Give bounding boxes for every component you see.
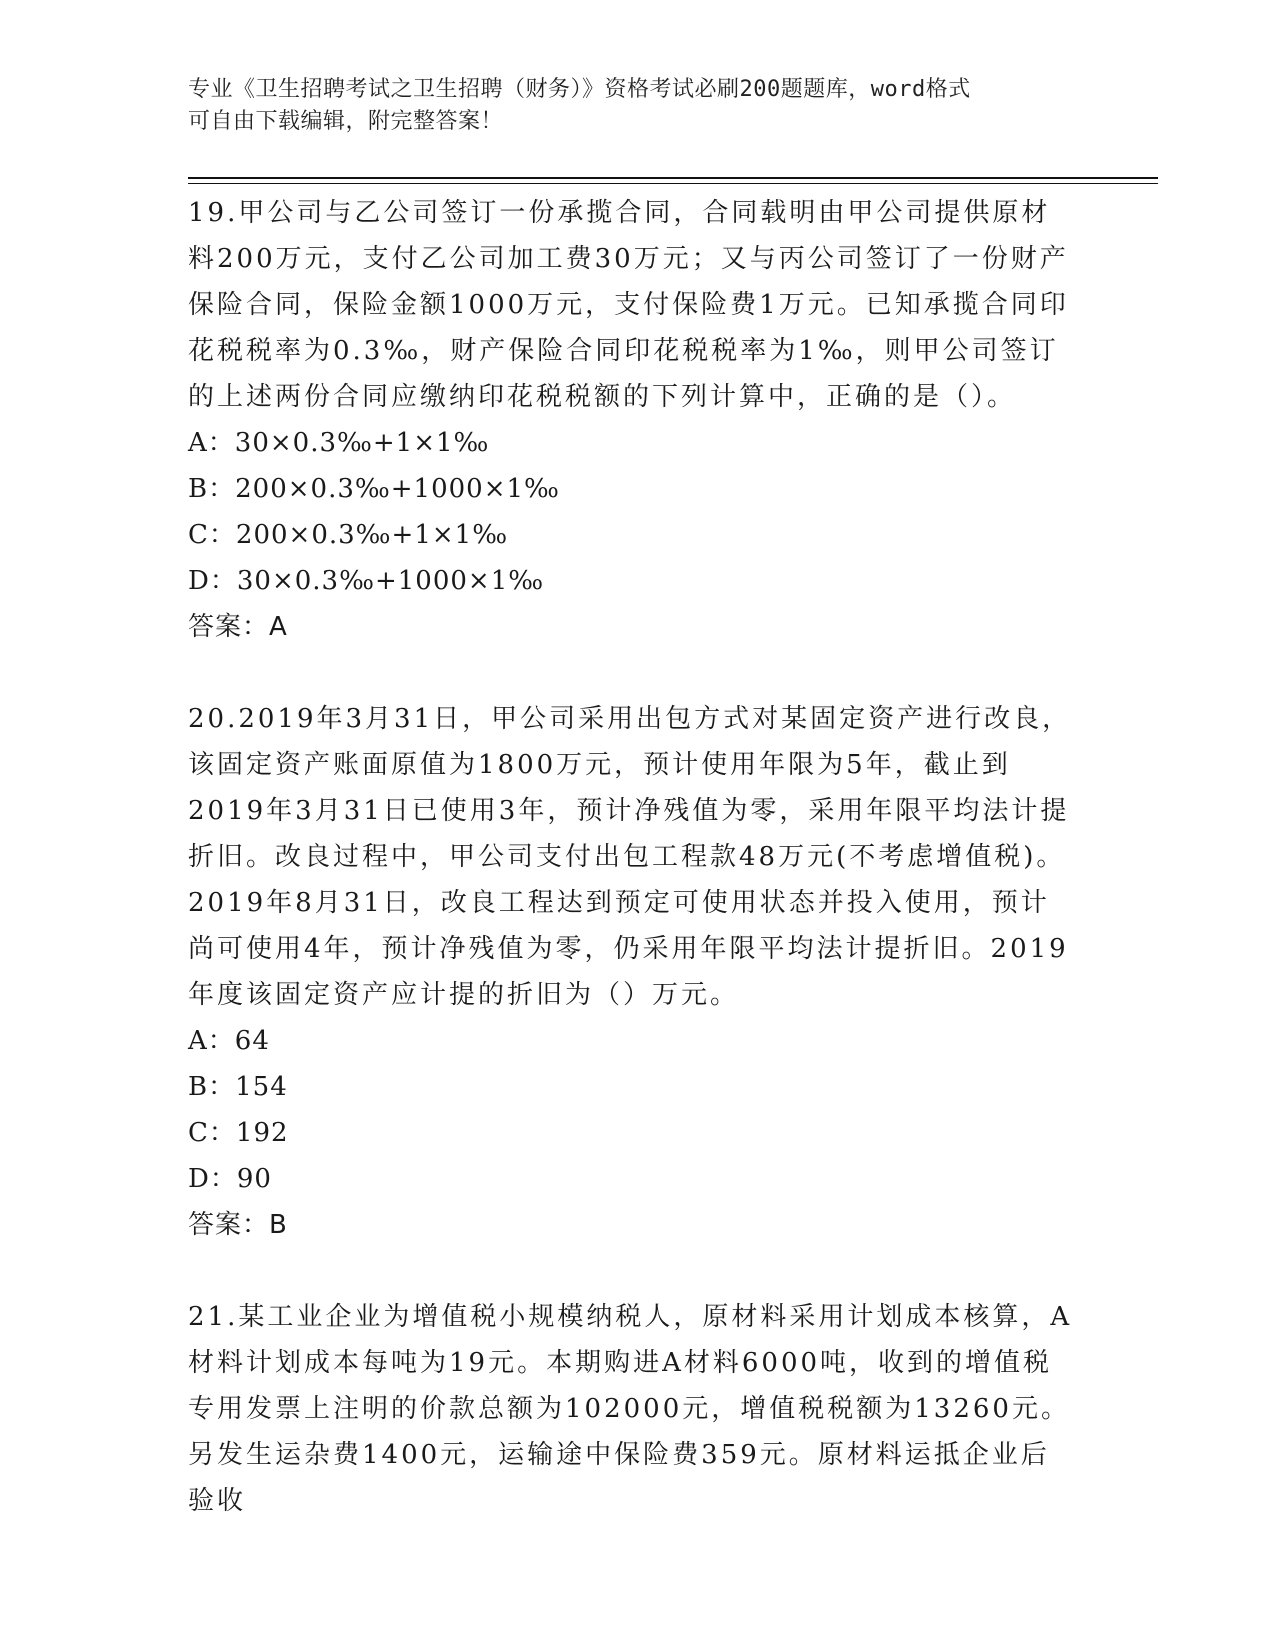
header-divider-thick: [188, 177, 1158, 179]
option-label: B：: [188, 1072, 236, 1102]
option-value: 90: [236, 1164, 272, 1194]
question-text: 21.某工业企业为增值税小规模纳税人，原材料采用计划成本核算，A材料计划成本每吨为19元。本期购进A材料6000吨，收到的增值税专用发票上注明的价款总额为102000元，增值税税额为13260元。另发生运杂费1400元，运输途中保险费359元。原材料运抵企业后验收: [188, 1302, 1073, 1516]
document-header: [188, 74, 1068, 138]
option-a: [188, 1018, 1078, 1064]
question-list: [188, 190, 1078, 1570]
question-21: [188, 1294, 1078, 1524]
option-value: 200×0.3‰+1000×1‰: [235, 474, 560, 504]
option-label: A：: [188, 428, 235, 458]
answer-line: 答案：B: [188, 1210, 288, 1240]
option-label: D：: [188, 566, 237, 596]
option-label: C：: [188, 520, 236, 550]
question-19: [188, 190, 1078, 650]
option-label: A：: [188, 1026, 235, 1056]
answer-line: 答案：A: [188, 612, 288, 642]
option-label: D：: [188, 1164, 237, 1194]
option-value: 30×0.3‰+1000×1‰: [236, 566, 545, 596]
option-b: [188, 1064, 1078, 1110]
header-divider-thin: [188, 183, 1158, 184]
option-b: [188, 466, 1078, 512]
option-label: B：: [188, 474, 236, 504]
option-c: [188, 512, 1078, 558]
option-c: [188, 1110, 1078, 1156]
option-value: 192: [235, 1118, 289, 1148]
option-value: 154: [235, 1072, 288, 1102]
question-20: [188, 696, 1078, 1248]
option-label: C：: [188, 1118, 236, 1148]
option-value: 64: [234, 1026, 270, 1056]
question-text: 20.2019年3月31日，甲公司采用出包方式对某固定资产进行改良，该固定资产账面原值为1800万元，预计使用年限为5年，截止到2019年3月31日已使用3年，预计净残值为零，采用年限平均法计提折旧。改良过程中，甲公司支付出包工程款48万元(不考虑增值税)。2019年8月31日，改良工程达到预定可使用状态并投入使用，预计尚可使用4年，预计净残值为零，仍采用年限平均法计提折旧。2019年度该固定资产应计提的折旧为（）万元。: [188, 704, 1072, 1010]
header-title-line-2: 可自由下载编辑，附完整答案！: [188, 109, 504, 134]
option-d: [188, 1156, 1078, 1202]
option-a: [188, 420, 1078, 466]
question-text: 19.甲公司与乙公司签订一份承揽合同，合同载明由甲公司提供原材料200万元，支付乙公司加工费30万元；又与丙公司签订了一份财产保险合同，保险金额1000万元，支付保险费1万元。已知承揽合同印花税税率为0.3‰，财产保险合同印花税税率为1‰，则甲公司签订的上述两份合同应缴纳印花税税额的下列计算中，正确的是（）。: [188, 198, 1069, 412]
option-d: [188, 558, 1078, 604]
header-title-line-1: 专业《卫生招聘考试之卫生招聘（财务）》资格考试必刷200题题库，word格式: [188, 77, 971, 102]
option-value: 200×0.3‰+1×1‰: [235, 520, 509, 550]
option-value: 30×0.3‰+1×1‰: [234, 428, 490, 458]
